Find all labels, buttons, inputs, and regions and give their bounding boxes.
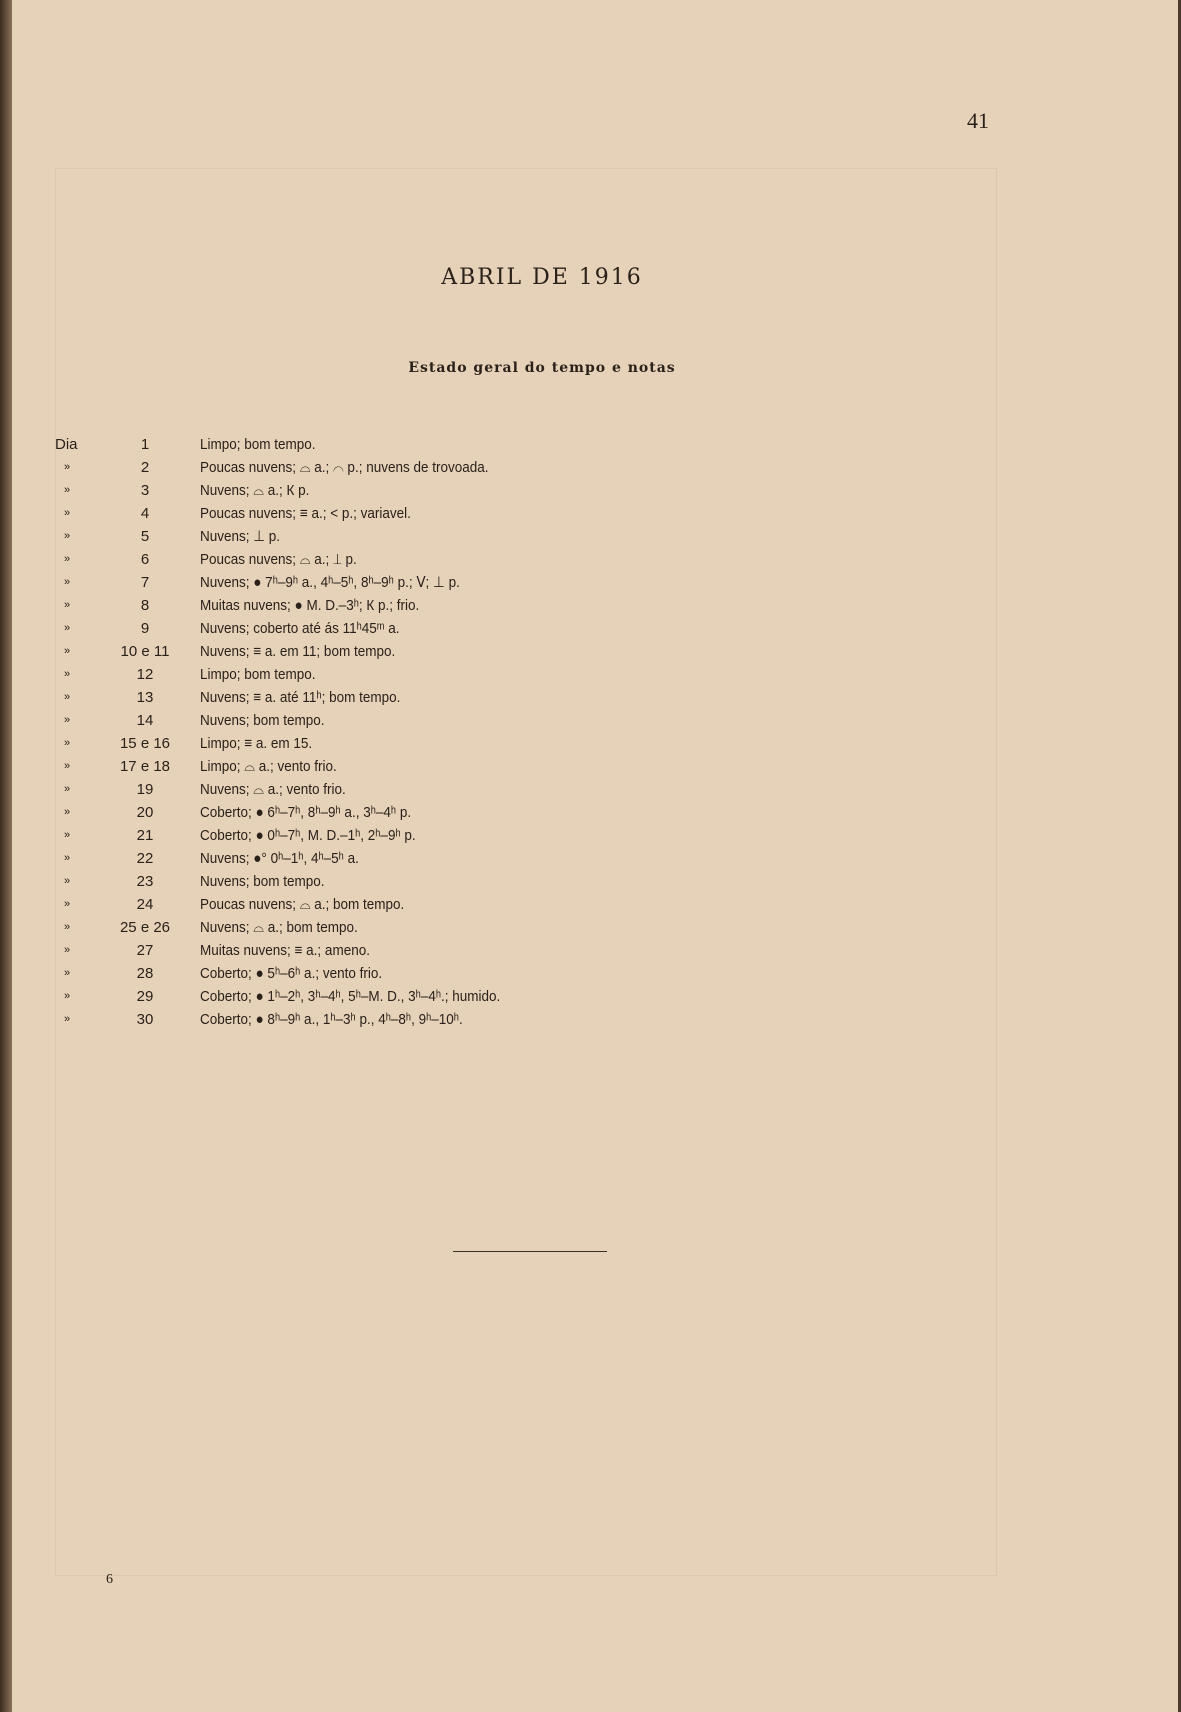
day-cell: 13 [136,689,154,706]
note-cell: Poucas nuvens; ⌓ a.; ⊥ p. [200,551,357,568]
day-cell: 23 [136,873,154,890]
note-cell: Muitas nuvens; ≡ a.; ameno. [200,942,370,959]
page-number: 41 [967,108,989,133]
page-title: ABRIL DE 1916 [441,265,643,290]
list-item [12,456,1112,479]
note-cell: Nuvens; bom tempo. [200,712,325,729]
ditto-mark: » [64,737,71,749]
list-item [12,548,1112,571]
list-item [12,893,1112,916]
ditto-mark: » [64,576,71,588]
note-cell: Nuvens; ● 7ʰ–9ʰ a., 4ʰ–5ʰ, 8ʰ–9ʰ p.; ᐯ; ⊥ p. [200,574,460,591]
ditto-mark: » [64,921,71,933]
note-cell: Nuvens; coberto até ás 11ʰ45ᵐ a. [200,620,400,637]
list-item [12,755,1112,778]
ditto-mark: » [64,990,71,1002]
list-item [12,985,1112,1008]
list-item [12,617,1112,640]
list-item [12,732,1112,755]
ditto-mark: » [64,852,71,864]
ditto-mark: » [64,898,71,910]
note-cell: Coberto; ● 5ʰ–6ʰ a.; vento frio. [200,965,383,982]
day-cell: 6 [140,551,150,568]
ditto-mark: » [64,645,71,657]
list-item [12,847,1112,870]
list-item [12,663,1112,686]
end-rule [453,1251,607,1252]
list-item [12,594,1112,617]
list-item [12,686,1112,709]
ditto-mark: » [64,461,71,473]
day-cell: 19 [136,781,154,798]
page-binding-edge [0,0,12,1712]
note-cell: Nuvens; ≡ a. em 11; bom tempo. [200,643,396,660]
day-cell: 1 [140,436,150,453]
document-page [12,0,1178,1712]
list-item [12,571,1112,594]
day-cell: 3 [140,482,150,499]
signature-number: 6 [106,1572,113,1587]
day-cell: 9 [140,620,150,637]
day-cell: 24 [136,896,154,913]
note-cell: Nuvens; ⌓ a.; bom tempo. [200,919,358,936]
list-item [12,525,1112,548]
ditto-mark: » [64,783,71,795]
ditto-mark: » [64,875,71,887]
list-item [12,778,1112,801]
note-cell: Nuvens; ●° 0ʰ–1ʰ, 4ʰ–5ʰ a. [200,850,359,867]
ditto-mark: » [64,760,71,772]
list-item [12,962,1112,985]
day-cell: 12 [136,666,154,683]
list-item [12,1008,1112,1031]
ditto-mark: » [64,691,71,703]
note-cell: Coberto; ● 0ʰ–7ʰ, M. D.–1ʰ, 2ʰ–9ʰ p. [200,827,416,844]
day-cell: 7 [140,574,150,591]
note-cell: Muitas nuvens; ● M. D.–3ʰ; К p.; frio. [200,597,420,614]
note-cell: Limpo; ≡ a. em 15. [200,735,313,752]
ditto-mark: » [64,944,71,956]
day-cell: 15 e 16 [119,735,171,752]
note-cell: Poucas nuvens; ⌓ a.; ⌒ p.; nuvens de trovoada. [200,459,489,476]
list-item [12,939,1112,962]
day-cell: 8 [140,597,150,614]
list-item [12,916,1112,939]
list-item [12,433,1112,456]
ditto-mark: » [64,967,71,979]
day-cell: 10 e 11 [120,643,170,660]
list-item [12,801,1112,824]
note-cell: Nuvens; ⌓ a.; vento frio. [200,781,346,798]
note-cell: Nuvens; ≡ a. até 11ʰ; bom tempo. [200,689,401,706]
note-cell: Limpo; bom tempo. [200,436,316,453]
ditto-mark: » [64,507,71,519]
day-cell: 14 [136,712,154,729]
day-cell: 22 [136,850,154,867]
note-cell: Poucas nuvens; ≡ a.; < p.; variavel. [200,505,411,522]
day-cell: 2 [140,459,150,476]
ditto-mark: » [64,714,71,726]
ditto-mark: » [64,484,71,496]
day-cell: 20 [136,804,154,821]
day-cell: 29 [136,988,154,1005]
note-cell: Coberto; ● 6ʰ–7ʰ, 8ʰ–9ʰ a., 3ʰ–4ʰ p. [200,804,412,821]
day-cell: 27 [136,942,154,959]
ditto-mark: » [64,622,71,634]
ditto-mark: » [64,668,71,680]
day-cell: 5 [140,528,150,545]
section-subtitle: Estado geral do tempo e notas [408,360,676,376]
day-cell: 17 e 18 [119,758,171,775]
list-item [12,709,1112,732]
day-cell: 30 [136,1011,154,1028]
list-item [12,502,1112,525]
ditto-mark: » [64,806,71,818]
ditto-mark: » [64,829,71,841]
note-cell: Poucas nuvens; ⌓ a.; bom tempo. [200,896,405,913]
day-cell: 25 e 26 [119,919,171,936]
note-cell: Coberto; ● 1ʰ–2ʰ, 3ʰ–4ʰ, 5ʰ–M. D., 3ʰ–4ʰ.; humido. [200,988,501,1005]
day-cell: 21 [136,827,154,844]
note-cell: Limpo; bom tempo. [200,666,316,683]
ditto-mark: » [64,1013,71,1025]
note-cell: Limpo; ⌓ a.; vento frio. [200,758,337,775]
ditto-mark: » [64,599,71,611]
list-item [12,824,1112,847]
list-item [12,479,1112,502]
day-cell: 4 [140,505,150,522]
note-cell: Coberto; ● 8ʰ–9ʰ a., 1ʰ–3ʰ p., 4ʰ–8ʰ, 9ʰ–10ʰ. [200,1011,463,1028]
list-item [12,870,1112,893]
ditto-mark: » [64,553,71,565]
note-cell: Nuvens; ⌓ a.; К p. [200,482,310,499]
list-item [12,640,1112,663]
note-cell: Nuvens; bom tempo. [200,873,325,890]
ditto-mark: » [64,530,71,542]
day-cell: 28 [136,965,154,982]
dia-label: Dia [55,436,78,453]
note-cell: Nuvens; ⊥ p. [200,528,281,545]
